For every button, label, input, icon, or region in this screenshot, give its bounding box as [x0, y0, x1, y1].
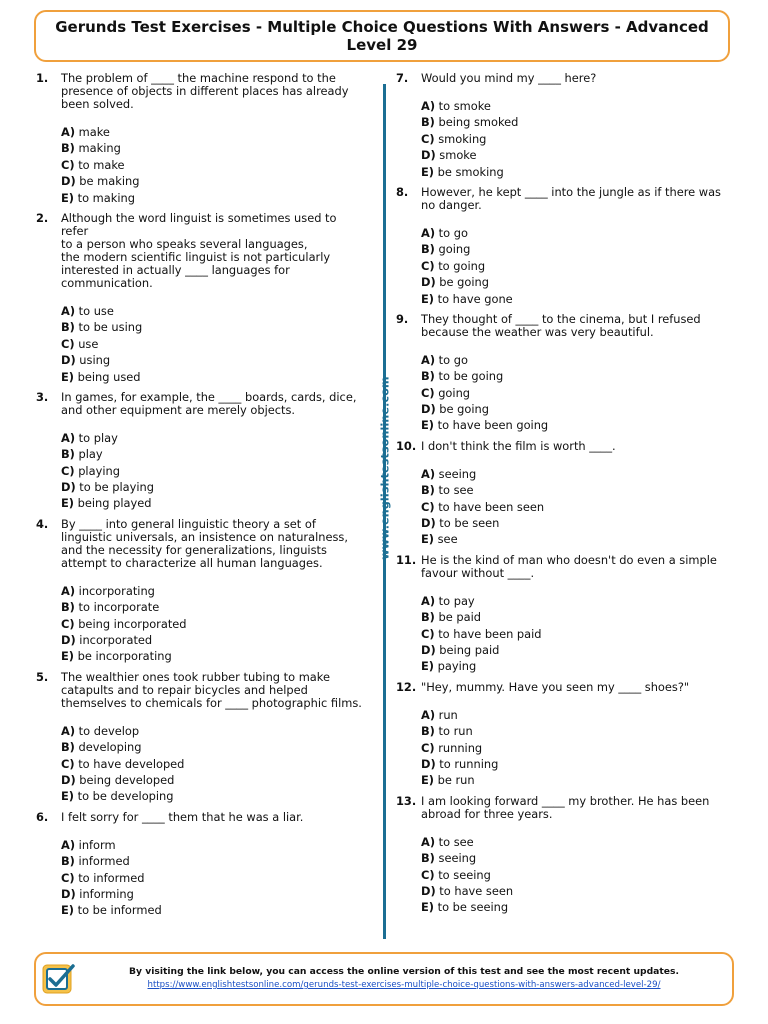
- answer-option[interactable]: [61, 739, 366, 755]
- answer-option[interactable]: [61, 902, 366, 918]
- option-letter: E): [421, 418, 434, 433]
- option-text: to be playing: [79, 480, 154, 495]
- option-letter: C): [61, 336, 75, 351]
- option-text: being developed: [79, 772, 175, 787]
- option-letter: E): [61, 903, 74, 918]
- option-text: to be seen: [439, 516, 500, 531]
- option-text: to have been seen: [438, 499, 545, 514]
- option-text: be paid: [438, 610, 481, 625]
- answer-options: [61, 583, 366, 665]
- option-text: to making: [77, 190, 135, 205]
- option-letter: C): [421, 740, 435, 755]
- answer-option[interactable]: [421, 385, 732, 401]
- option-letter: B): [61, 600, 75, 615]
- option-letter: B): [421, 483, 435, 498]
- option-letter: B): [61, 740, 75, 755]
- question-item: [36, 212, 366, 385]
- answer-option[interactable]: [421, 352, 732, 368]
- question-text: However, he kept ____ into the jungle as if there was no danger.: [421, 184, 721, 212]
- answer-option[interactable]: [61, 870, 366, 886]
- answer-option[interactable]: [61, 352, 366, 368]
- answer-option[interactable]: [61, 190, 366, 206]
- option-text: be smoking: [437, 164, 504, 179]
- option-text: to pay: [438, 593, 475, 608]
- answer-option[interactable]: [421, 114, 732, 130]
- option-text: to have gone: [437, 291, 513, 306]
- option-text: smoking: [438, 131, 487, 146]
- option-letter: B): [421, 610, 435, 625]
- option-text: make: [78, 125, 110, 139]
- option-text: be making: [79, 174, 140, 189]
- question-number: 8.: [396, 184, 409, 199]
- question-item: [36, 391, 366, 512]
- option-letter: A): [61, 583, 76, 598]
- answer-option[interactable]: [421, 225, 732, 241]
- footer-link[interactable]: https://www.englishtestsonline.com/gerunds-test-exercises-multiple-choice-questions-with-answers-advanced-level-29/: [147, 980, 661, 990]
- option-text: developing: [78, 740, 142, 755]
- option-text: smoke: [439, 148, 477, 163]
- answer-option[interactable]: [61, 369, 366, 385]
- option-text: being played: [77, 496, 152, 511]
- option-letter: D): [421, 148, 436, 163]
- option-letter: C): [61, 463, 75, 478]
- question-text: The wealthier ones took rubber tubing to make catapults and to repair bicycles and helped themselves to chemicals for ____ photographic films.: [61, 669, 362, 710]
- answer-options: [421, 225, 732, 307]
- option-text: using: [79, 353, 111, 368]
- answer-option[interactable]: [421, 531, 732, 547]
- answer-option[interactable]: [421, 98, 732, 114]
- option-text: to develop: [78, 723, 140, 738]
- option-letter: A): [421, 352, 436, 367]
- option-text: incorporated: [79, 633, 153, 648]
- option-text: to have been going: [437, 418, 549, 433]
- option-letter: D): [61, 886, 76, 901]
- option-text: being smoked: [438, 115, 519, 130]
- answer-option[interactable]: [61, 599, 366, 615]
- answer-option[interactable]: [421, 515, 732, 531]
- option-text: to play: [78, 430, 118, 445]
- answer-option[interactable]: [61, 319, 366, 335]
- answer-option[interactable]: [421, 401, 732, 417]
- option-letter: B): [421, 851, 435, 866]
- answer-option[interactable]: [421, 642, 732, 658]
- question-number: 11.: [396, 552, 417, 567]
- option-letter: A): [421, 99, 436, 113]
- answer-option[interactable]: [421, 147, 732, 163]
- option-letter: A): [61, 125, 76, 139]
- option-letter: E): [421, 773, 434, 788]
- option-letter: E): [421, 291, 434, 306]
- option-letter: B): [61, 320, 75, 335]
- option-letter: B): [421, 242, 435, 257]
- answer-option[interactable]: [61, 479, 366, 495]
- option-letter: D): [61, 480, 76, 495]
- answer-option[interactable]: [61, 495, 366, 511]
- option-text: to go: [438, 352, 468, 367]
- option-text: going: [438, 385, 471, 400]
- option-letter: A): [61, 723, 76, 738]
- watermark-text: www.englishtestsonline.com: [378, 376, 392, 560]
- option-letter: E): [421, 532, 434, 547]
- title-box: [34, 10, 730, 62]
- option-letter: A): [61, 837, 76, 852]
- option-letter: C): [61, 870, 75, 885]
- answer-option[interactable]: [421, 241, 732, 257]
- answer-option[interactable]: [61, 336, 366, 352]
- option-letter: A): [421, 707, 436, 722]
- question-text: "Hey, mummy. Have you seen my ____ shoes?": [421, 679, 690, 694]
- question-item: [36, 671, 366, 805]
- answer-option[interactable]: [61, 303, 366, 319]
- question-number: 10.: [396, 438, 417, 453]
- answer-option[interactable]: [421, 291, 732, 307]
- option-text: being paid: [439, 642, 500, 657]
- question-text: Would you mind my ____ here?: [421, 71, 597, 85]
- answer-option[interactable]: [421, 772, 732, 788]
- questions-right-column: [396, 72, 732, 922]
- question-item: [396, 795, 732, 916]
- option-text: to use: [78, 303, 114, 318]
- question-number: 5.: [36, 669, 49, 684]
- option-letter: A): [421, 834, 436, 849]
- answer-option[interactable]: [421, 834, 732, 850]
- answer-option[interactable]: [421, 274, 732, 290]
- page-title: Gerunds Test Exercises - Multiple Choice Questions With Answers - Advanced Level 29: [55, 18, 709, 54]
- checkbox-check-icon: [42, 962, 76, 996]
- answer-option[interactable]: [421, 883, 732, 899]
- option-text: see: [437, 532, 458, 547]
- option-letter: C): [61, 157, 75, 172]
- footer-note: By visiting the link below, you can access the online version of this test and see the most recent updates.: [129, 966, 679, 977]
- option-text: to smoke: [438, 99, 491, 113]
- option-text: going: [438, 242, 471, 257]
- question-text: The problem of ____ the machine respond to the presence of objects in different places has already been solved.: [61, 71, 349, 111]
- option-text: be going: [439, 402, 489, 417]
- answer-options: [421, 466, 732, 548]
- option-text: to see: [438, 834, 474, 849]
- option-text: to have seen: [439, 883, 514, 898]
- answer-option[interactable]: [421, 131, 732, 147]
- option-letter: D): [61, 174, 76, 189]
- answer-options: [61, 837, 366, 919]
- answer-option[interactable]: [61, 886, 366, 902]
- answer-option[interactable]: [61, 157, 366, 173]
- option-text: to be going: [438, 369, 504, 384]
- answer-option[interactable]: [421, 723, 732, 739]
- question-text: Although the word linguist is sometimes used to refer to a person who speaks several languages, the modern scientific linguist is not particularly interested in actually ____ languages for communication.: [61, 210, 337, 290]
- option-text: play: [78, 447, 103, 462]
- answer-option[interactable]: [421, 482, 732, 498]
- answer-option[interactable]: [421, 740, 732, 756]
- option-letter: D): [421, 642, 436, 657]
- question-number: 4.: [36, 516, 49, 531]
- option-text: be going: [439, 275, 489, 290]
- option-text: be run: [437, 773, 475, 788]
- option-letter: D): [421, 883, 436, 898]
- option-text: running: [438, 740, 483, 755]
- answer-option[interactable]: [61, 648, 366, 664]
- answer-options: [421, 834, 732, 916]
- option-letter: D): [61, 633, 76, 648]
- option-letter: E): [421, 900, 434, 915]
- option-text: to have developed: [78, 756, 185, 771]
- option-text: to incorporate: [78, 600, 160, 615]
- question-number: 2.: [36, 210, 49, 225]
- answer-options: [421, 98, 732, 180]
- option-text: to seeing: [438, 867, 491, 882]
- option-text: to go: [438, 225, 468, 240]
- answer-options: [61, 430, 366, 512]
- option-letter: C): [421, 499, 435, 514]
- answer-option[interactable]: [61, 723, 366, 739]
- option-letter: A): [421, 593, 436, 608]
- question-number: 13.: [396, 793, 417, 808]
- option-text: informing: [79, 886, 134, 901]
- answer-option[interactable]: [61, 616, 366, 632]
- option-letter: C): [421, 385, 435, 400]
- question-number: 6.: [36, 809, 49, 824]
- option-letter: E): [421, 164, 434, 179]
- answer-option[interactable]: [421, 899, 732, 915]
- answer-option[interactable]: [421, 164, 732, 180]
- question-number: 1.: [36, 71, 49, 85]
- option-letter: B): [421, 369, 435, 384]
- answer-option[interactable]: [421, 867, 732, 883]
- option-letter: D): [421, 402, 436, 417]
- question-item: [36, 72, 366, 206]
- answer-option[interactable]: [61, 124, 366, 140]
- answer-option[interactable]: [421, 707, 732, 723]
- question-item: [396, 186, 732, 307]
- question-text: They thought of ____ to the cinema, but I refused because the weather was very beautiful.: [421, 311, 701, 339]
- questions-left-column: [36, 72, 366, 925]
- option-text: informed: [78, 854, 130, 869]
- option-text: inform: [78, 837, 116, 852]
- option-text: to going: [438, 258, 486, 273]
- answer-option[interactable]: [61, 772, 366, 788]
- option-text: to see: [438, 483, 474, 498]
- answer-option[interactable]: [421, 850, 732, 866]
- option-letter: D): [61, 353, 76, 368]
- answer-option[interactable]: [61, 632, 366, 648]
- option-text: run: [438, 707, 458, 722]
- option-letter: D): [421, 756, 436, 771]
- option-letter: C): [421, 867, 435, 882]
- option-letter: A): [61, 303, 76, 318]
- option-text: to be informed: [77, 903, 162, 918]
- question-number: 7.: [396, 71, 409, 85]
- option-letter: B): [421, 724, 435, 739]
- answer-option[interactable]: [421, 258, 732, 274]
- option-letter: E): [61, 369, 74, 384]
- question-text: In games, for example, the ____ boards, cards, dice, and other equipment are merely objects.: [61, 389, 357, 417]
- option-letter: A): [61, 430, 76, 445]
- footer-box: [34, 952, 734, 1006]
- question-number: 12.: [396, 679, 417, 694]
- option-letter: B): [421, 115, 435, 130]
- question-item: [36, 518, 366, 665]
- answer-option[interactable]: [421, 756, 732, 772]
- question-item: [396, 554, 732, 675]
- question-text: He is the kind of man who doesn't do even a simple favour without ____.: [421, 552, 717, 580]
- option-letter: D): [61, 772, 76, 787]
- option-letter: E): [421, 659, 434, 674]
- option-text: paying: [437, 659, 477, 674]
- answer-option[interactable]: [421, 626, 732, 642]
- option-text: to be seeing: [437, 900, 509, 915]
- option-letter: D): [421, 275, 436, 290]
- answer-option[interactable]: [61, 140, 366, 156]
- question-text: I don't think the film is worth ____.: [421, 438, 616, 453]
- answer-options: [61, 723, 366, 805]
- question-item: [396, 72, 732, 180]
- option-letter: E): [61, 496, 74, 511]
- answer-option[interactable]: [61, 756, 366, 772]
- option-text: use: [78, 336, 99, 351]
- answer-option[interactable]: [61, 583, 366, 599]
- option-text: making: [78, 141, 121, 156]
- option-text: being used: [77, 369, 141, 384]
- option-letter: A): [421, 225, 436, 240]
- answer-option[interactable]: [61, 788, 366, 804]
- answer-options: [421, 707, 732, 789]
- answer-option[interactable]: [421, 417, 732, 433]
- option-letter: C): [61, 616, 75, 631]
- option-text: to be using: [78, 320, 143, 335]
- question-item: [396, 313, 732, 434]
- answer-option[interactable]: [421, 499, 732, 515]
- option-letter: B): [61, 854, 75, 869]
- option-text: to have been paid: [438, 626, 542, 641]
- answer-options: [421, 352, 732, 434]
- option-text: to running: [439, 756, 499, 771]
- answer-options: [61, 124, 366, 206]
- question-text: I felt sorry for ____ them that he was a liar.: [61, 809, 304, 824]
- question-item: [396, 440, 732, 548]
- option-text: to be developing: [77, 789, 174, 804]
- answer-options: [61, 303, 366, 385]
- option-text: seeing: [438, 466, 477, 481]
- question-item: [36, 811, 366, 919]
- answer-option[interactable]: [61, 446, 366, 462]
- option-letter: E): [61, 789, 74, 804]
- option-text: be incorporating: [77, 649, 172, 664]
- option-text: to make: [78, 157, 125, 172]
- option-letter: C): [61, 756, 75, 771]
- answer-option[interactable]: [61, 837, 366, 853]
- question-text: By ____ into general linguistic theory a set of linguistic universals, an insistence on naturalness, and the necessity for generalizations, linguists attempt to characterize all human languages.: [61, 516, 348, 570]
- answer-option[interactable]: [421, 466, 732, 482]
- option-text: to informed: [78, 870, 145, 885]
- answer-option[interactable]: [421, 593, 732, 609]
- answer-option[interactable]: [61, 173, 366, 189]
- answer-option[interactable]: [61, 463, 366, 479]
- question-text: I am looking forward ____ my brother. He has been abroad for three years.: [421, 793, 710, 821]
- option-text: being incorporated: [78, 616, 187, 631]
- question-number: 3.: [36, 389, 49, 404]
- option-text: incorporating: [78, 583, 155, 598]
- answer-option[interactable]: [61, 853, 366, 869]
- answer-option[interactable]: [421, 368, 732, 384]
- option-text: to run: [438, 724, 473, 739]
- option-letter: A): [421, 466, 436, 481]
- answer-options: [421, 593, 732, 675]
- option-letter: C): [421, 131, 435, 146]
- option-letter: E): [61, 649, 74, 664]
- option-text: playing: [78, 463, 120, 478]
- answer-option[interactable]: [421, 609, 732, 625]
- option-text: seeing: [438, 851, 477, 866]
- option-letter: B): [61, 447, 75, 462]
- question-item: [396, 681, 732, 789]
- answer-option[interactable]: [421, 658, 732, 674]
- question-number: 9.: [396, 311, 409, 326]
- option-letter: B): [61, 141, 75, 156]
- option-letter: E): [61, 190, 74, 205]
- option-letter: C): [421, 258, 435, 273]
- option-letter: D): [421, 516, 436, 531]
- option-letter: C): [421, 626, 435, 641]
- answer-option[interactable]: [61, 430, 366, 446]
